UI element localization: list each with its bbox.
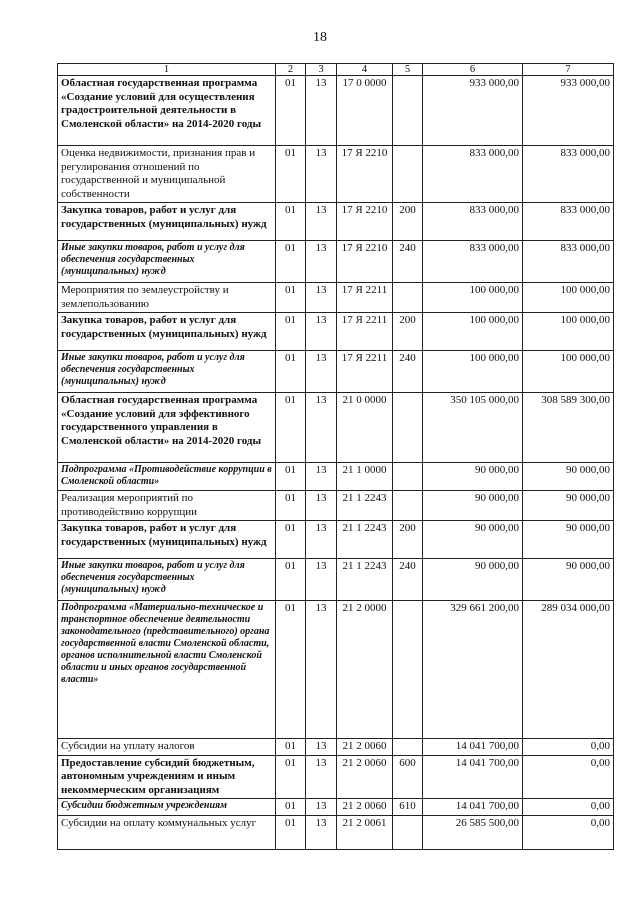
row-section-cell: 01: [276, 283, 306, 313]
row-amount-2019-cell: 933 000,00: [423, 76, 523, 146]
row-type-cell: 200: [393, 521, 423, 559]
row-section-cell: 01: [276, 203, 306, 241]
row-section-cell: 01: [276, 601, 306, 739]
row-amount-2020-cell: 90 000,00: [523, 491, 614, 521]
row-type-cell: [393, 146, 423, 203]
row-amount-2020-cell: 100 000,00: [523, 351, 614, 393]
page-number: 18: [313, 30, 327, 45]
row-subsection-cell: 13: [306, 393, 337, 463]
table-row: [58, 755, 614, 799]
row-name-cell: Подпрограмма «Материально-техническое и транспортное обеспечение деятельности законодательного (представительного) органа государственной власти Смоленской области, органов исполнительной власти Смоленской области и иных органов государственной власти»: [58, 601, 276, 739]
row-amount-2020-cell: 100 000,00: [523, 313, 614, 351]
row-subsection-cell: 13: [306, 463, 337, 491]
table-row: [58, 815, 614, 849]
row-name-cell: Иные закупки товаров, работ и услуг для обеспечения государственных (муниципальных) нужд: [58, 351, 276, 393]
row-target-cell: 21 1 0000: [337, 463, 393, 491]
row-target-cell: 17 Я 2211: [337, 283, 393, 313]
table-row: [58, 283, 614, 313]
row-amount-2020-cell: 833 000,00: [523, 241, 614, 283]
row-section-cell: 01: [276, 313, 306, 351]
row-section-cell: 01: [276, 815, 306, 849]
row-amount-2019-cell: 833 000,00: [423, 203, 523, 241]
row-amount-2019-cell: 833 000,00: [423, 241, 523, 283]
row-section-cell: 01: [276, 559, 306, 601]
row-section-cell: 01: [276, 463, 306, 491]
row-type-cell: 240: [393, 559, 423, 601]
header-cell: 4: [337, 64, 393, 76]
row-amount-2020-cell: 90 000,00: [523, 521, 614, 559]
row-name-cell: Подпрограмма «Противодействие коррупции в Смоленской области»: [58, 463, 276, 491]
header-cell: 3: [306, 64, 337, 76]
row-amount-2020-cell: 100 000,00: [523, 283, 614, 313]
row-subsection-cell: 13: [306, 601, 337, 739]
row-name-cell: Предоставление субсидий бюджетным, автономным учреждениям и иным некоммерческим организациям: [58, 755, 276, 799]
row-section-cell: 01: [276, 146, 306, 203]
row-section-cell: 01: [276, 351, 306, 393]
row-target-cell: 21 2 0060: [337, 799, 393, 816]
header-cell: 6: [423, 64, 523, 76]
header-cell: 5: [393, 64, 423, 76]
row-type-cell: 600: [393, 755, 423, 799]
row-target-cell: 21 1 2243: [337, 491, 393, 521]
row-name-cell: Реализация мероприятий по противодействию коррупции: [58, 491, 276, 521]
table-row: [58, 351, 614, 393]
row-type-cell: [393, 283, 423, 313]
row-target-cell: 21 2 0061: [337, 815, 393, 849]
row-section-cell: 01: [276, 799, 306, 816]
row-name-cell: Субсидии бюджетным учреждениям: [58, 799, 276, 816]
row-name-cell: Субсидии на оплату коммунальных услуг: [58, 815, 276, 849]
row-amount-2019-cell: 100 000,00: [423, 351, 523, 393]
row-subsection-cell: 13: [306, 799, 337, 816]
row-target-cell: 21 2 0000: [337, 601, 393, 739]
row-amount-2019-cell: 14 041 700,00: [423, 799, 523, 816]
row-target-cell: 17 Я 2210: [337, 241, 393, 283]
row-subsection-cell: 13: [306, 203, 337, 241]
table-row: [58, 393, 614, 463]
row-name-cell: Оценка недвижимости, признания прав и регулирования отношений по государственной и муниципальной собственности: [58, 146, 276, 203]
table-row: [58, 521, 614, 559]
row-amount-2019-cell: 833 000,00: [423, 146, 523, 203]
row-amount-2019-cell: 14 041 700,00: [423, 739, 523, 756]
row-amount-2020-cell: 0,00: [523, 799, 614, 816]
row-section-cell: 01: [276, 755, 306, 799]
table-row: [58, 241, 614, 283]
row-amount-2020-cell: 90 000,00: [523, 463, 614, 491]
row-amount-2019-cell: 329 661 200,00: [423, 601, 523, 739]
row-amount-2020-cell: 90 000,00: [523, 559, 614, 601]
row-amount-2019-cell: 14 041 700,00: [423, 755, 523, 799]
row-subsection-cell: 13: [306, 521, 337, 559]
row-subsection-cell: 13: [306, 241, 337, 283]
row-target-cell: 21 2 0060: [337, 739, 393, 756]
row-name-cell: Иные закупки товаров, работ и услуг для обеспечения государственных (муниципальных) нужд: [58, 559, 276, 601]
table-row: [58, 76, 614, 146]
row-type-cell: [393, 601, 423, 739]
row-target-cell: 21 1 2243: [337, 559, 393, 601]
row-type-cell: [393, 815, 423, 849]
row-target-cell: 17 Я 2211: [337, 351, 393, 393]
row-type-cell: [393, 739, 423, 756]
row-name-cell: Закупка товаров, работ и услуг для государственных (муниципальных) нужд: [58, 313, 276, 351]
row-amount-2020-cell: 289 034 000,00: [523, 601, 614, 739]
row-amount-2020-cell: 0,00: [523, 755, 614, 799]
row-type-cell: [393, 393, 423, 463]
row-subsection-cell: 13: [306, 755, 337, 799]
row-type-cell: 240: [393, 351, 423, 393]
row-target-cell: 21 0 0000: [337, 393, 393, 463]
row-section-cell: 01: [276, 393, 306, 463]
row-type-cell: [393, 491, 423, 521]
row-type-cell: 610: [393, 799, 423, 816]
row-target-cell: 17 Я 2210: [337, 203, 393, 241]
row-amount-2019-cell: 90 000,00: [423, 491, 523, 521]
row-subsection-cell: 13: [306, 491, 337, 521]
row-amount-2019-cell: 90 000,00: [423, 559, 523, 601]
row-amount-2020-cell: 833 000,00: [523, 203, 614, 241]
row-target-cell: 21 2 0060: [337, 755, 393, 799]
row-section-cell: 01: [276, 241, 306, 283]
row-type-cell: 200: [393, 313, 423, 351]
row-amount-2019-cell: 90 000,00: [423, 521, 523, 559]
row-amount-2019-cell: 350 105 000,00: [423, 393, 523, 463]
row-target-cell: 17 0 0000: [337, 76, 393, 146]
table-row: [58, 313, 614, 351]
header-row: [58, 64, 614, 76]
header-cell: 1: [58, 64, 276, 76]
row-subsection-cell: 13: [306, 283, 337, 313]
row-subsection-cell: 13: [306, 815, 337, 849]
table-row: [58, 203, 614, 241]
row-type-cell: [393, 76, 423, 146]
row-target-cell: 17 Я 2210: [337, 146, 393, 203]
row-amount-2020-cell: 933 000,00: [523, 76, 614, 146]
row-subsection-cell: 13: [306, 146, 337, 203]
row-target-cell: 21 1 2243: [337, 521, 393, 559]
table-row: [58, 601, 614, 739]
row-amount-2020-cell: 833 000,00: [523, 146, 614, 203]
row-name-cell: Субсидии на уплату налогов: [58, 739, 276, 756]
table-row: [58, 739, 614, 756]
row-section-cell: 01: [276, 76, 306, 146]
row-name-cell: Областная государственная программа «Создание условий для осуществления градостроительной деятельности в Смоленской области» на 2014-2020 годы: [58, 76, 276, 146]
table-row: [58, 463, 614, 491]
row-amount-2019-cell: 90 000,00: [423, 463, 523, 491]
row-name-cell: Мероприятия по землеустройству и землепользованию: [58, 283, 276, 313]
row-subsection-cell: 13: [306, 351, 337, 393]
table-row: [58, 559, 614, 601]
row-section-cell: 01: [276, 521, 306, 559]
row-amount-2019-cell: 26 585 500,00: [423, 815, 523, 849]
table-row: [58, 146, 614, 203]
row-name-cell: Закупка товаров, работ и услуг для государственных (муниципальных) нужд: [58, 203, 276, 241]
row-name-cell: Областная государственная программа «Создание условий для эффективного государственного управления в Смоленской области» на 2014-2020 годы: [58, 393, 276, 463]
row-subsection-cell: 13: [306, 559, 337, 601]
row-subsection-cell: 13: [306, 739, 337, 756]
table-row: [58, 799, 614, 816]
row-name-cell: Иные закупки товаров, работ и услуг для обеспечения государственных (муниципальных) нужд: [58, 241, 276, 283]
row-subsection-cell: 13: [306, 76, 337, 146]
row-amount-2020-cell: 308 589 300,00: [523, 393, 614, 463]
row-type-cell: 200: [393, 203, 423, 241]
row-type-cell: [393, 463, 423, 491]
row-section-cell: 01: [276, 739, 306, 756]
row-name-cell: Закупка товаров, работ и услуг для государственных (муниципальных) нужд: [58, 521, 276, 559]
row-amount-2019-cell: 100 000,00: [423, 313, 523, 351]
header-cell: 7: [523, 64, 614, 76]
row-section-cell: 01: [276, 491, 306, 521]
budget-table: [57, 63, 614, 850]
row-target-cell: 17 Я 2211: [337, 313, 393, 351]
row-type-cell: 240: [393, 241, 423, 283]
table-row: [58, 491, 614, 521]
row-amount-2020-cell: 0,00: [523, 815, 614, 849]
row-amount-2019-cell: 100 000,00: [423, 283, 523, 313]
header-cell: 2: [276, 64, 306, 76]
row-amount-2020-cell: 0,00: [523, 739, 614, 756]
row-subsection-cell: 13: [306, 313, 337, 351]
